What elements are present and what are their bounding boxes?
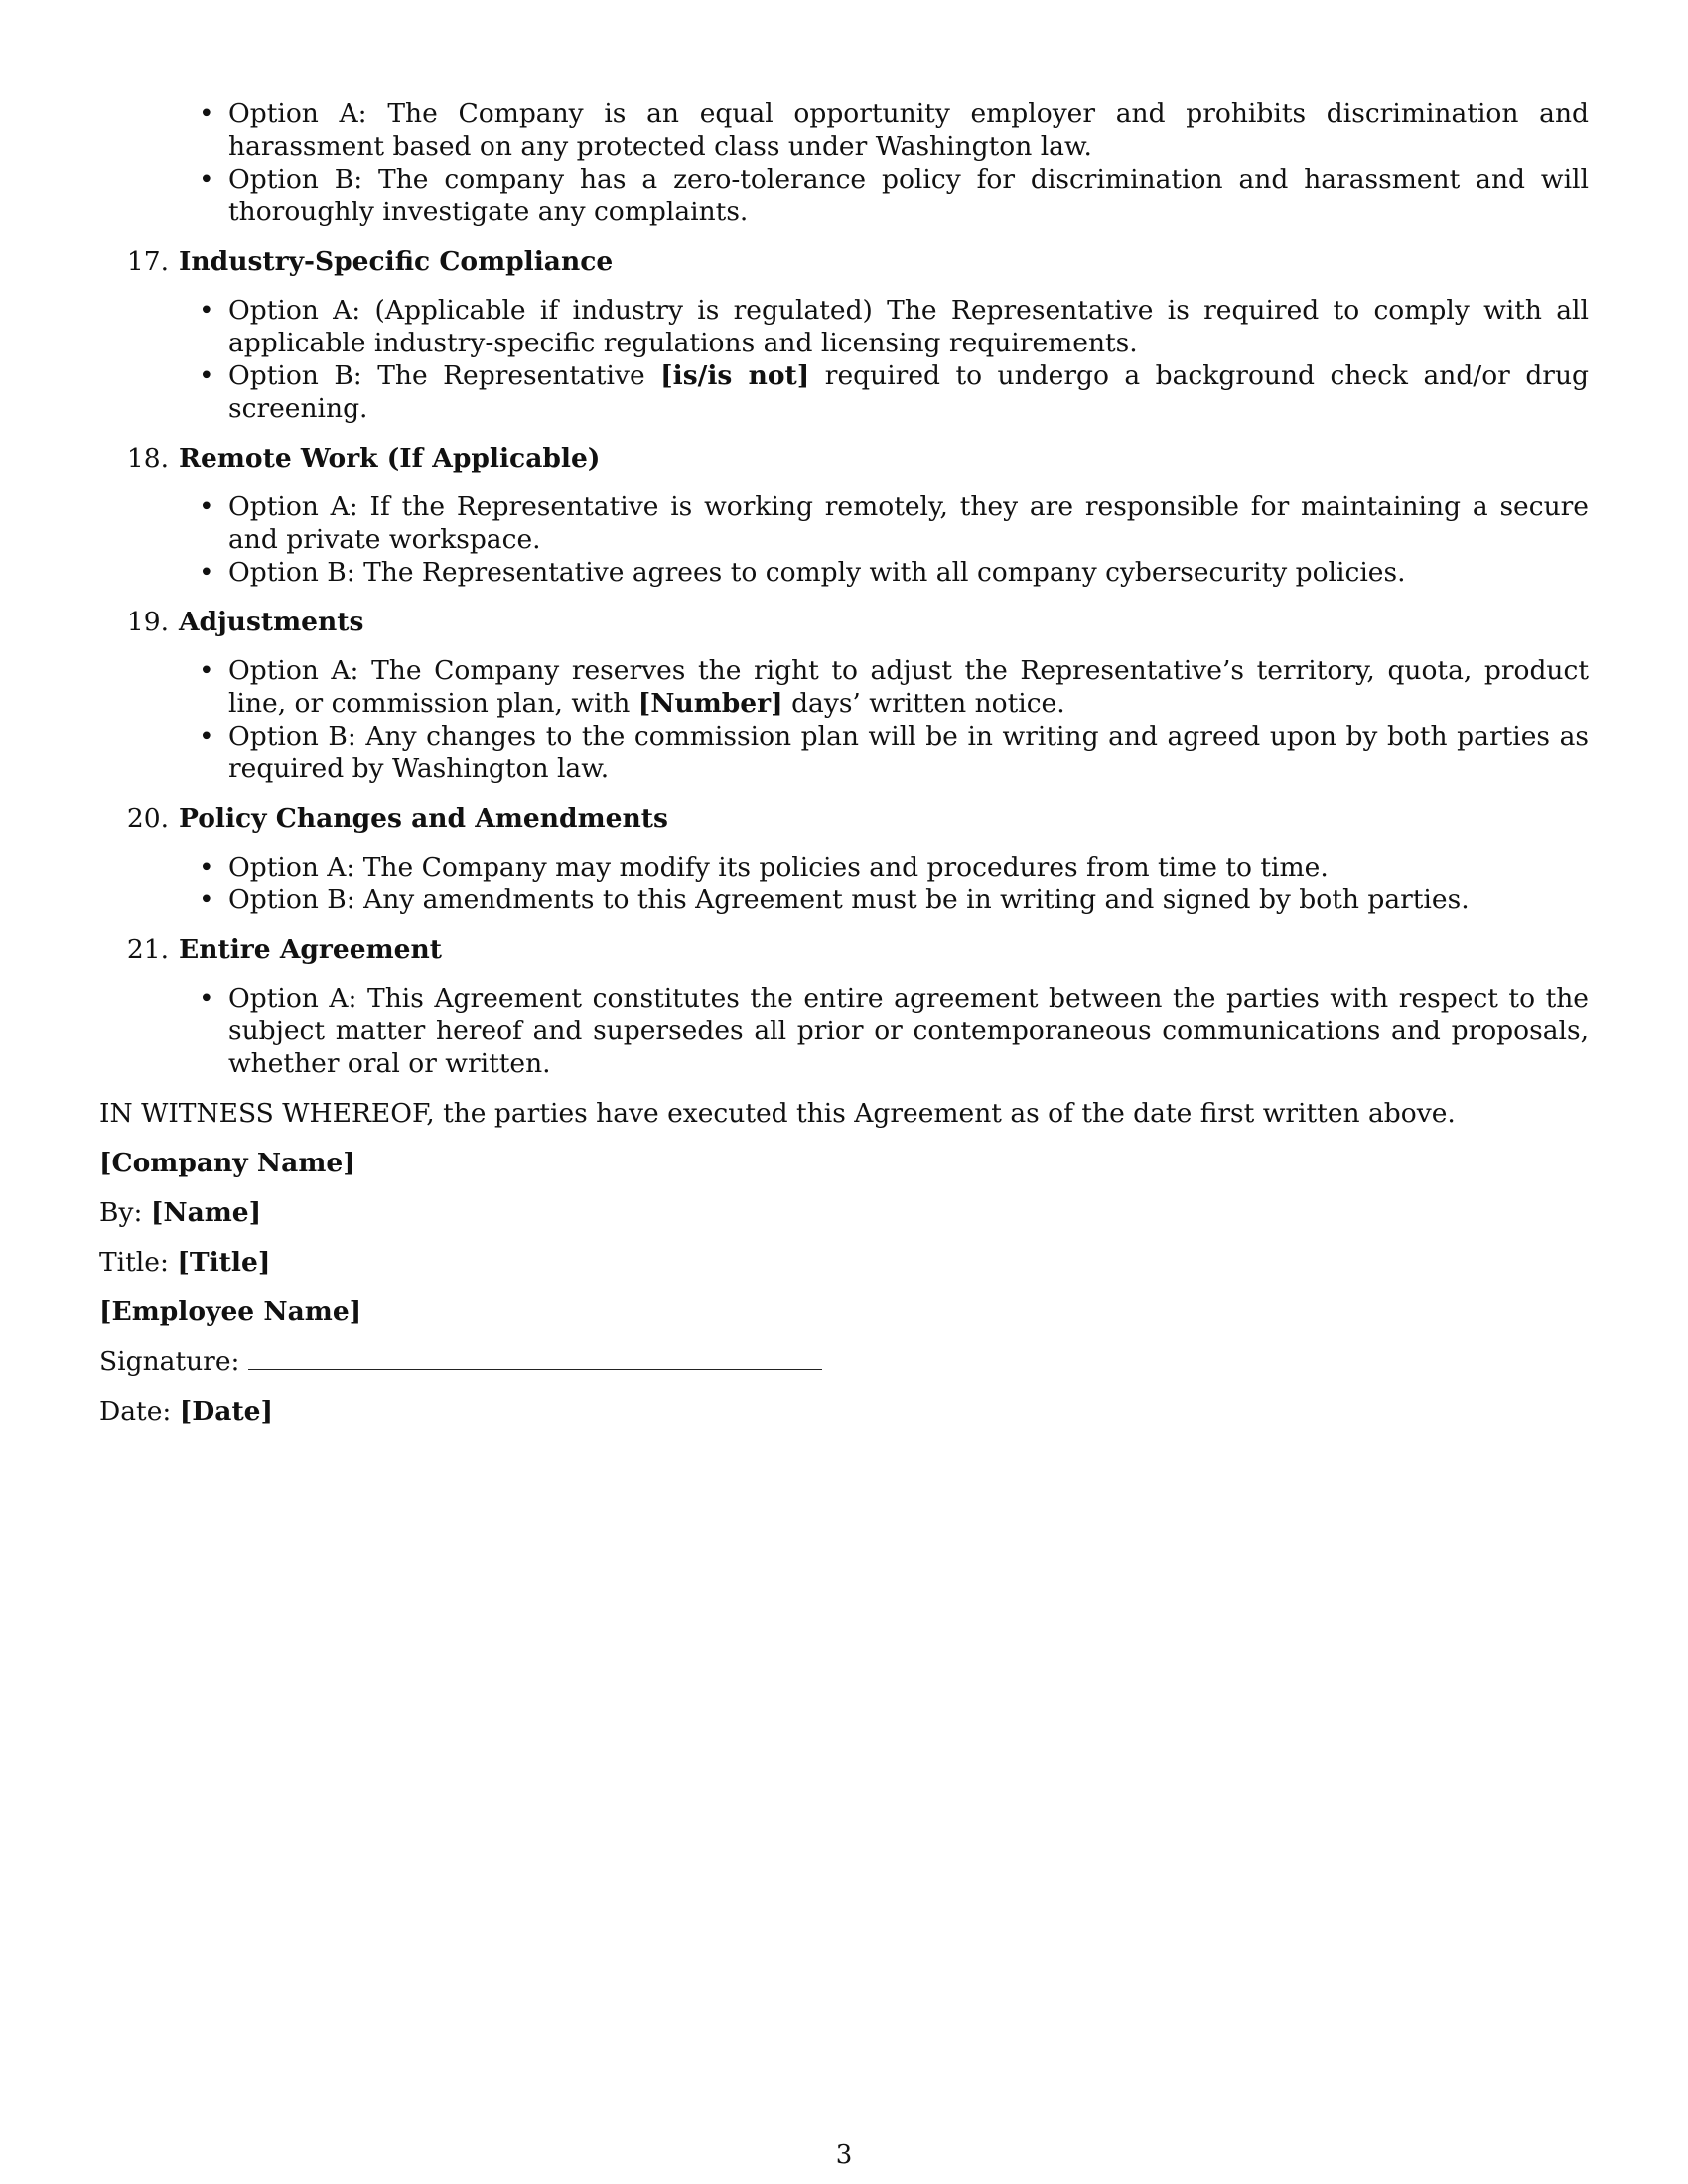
section-heading-21 (99, 933, 1589, 966)
list-item: • Option A: The Company is an equal opportunity employer and prohibits discrimination and harassment based on any protected class under Washington law. (228, 97, 1589, 163)
section-21-options (99, 982, 1589, 1080)
list-item: • Option B: Any amendments to this Agreement must be in writing and signed by both parties. (228, 884, 1589, 916)
section-title: Remote Work (If Applicable) (179, 443, 601, 474)
date-placeholder: [Date] (179, 1396, 274, 1427)
date-label: Date: (99, 1396, 172, 1427)
list-item (228, 359, 1589, 425)
signature-label: Signature: (99, 1346, 240, 1377)
section-number: 18. (126, 443, 169, 474)
section-16-options (99, 97, 1589, 228)
list-item (228, 654, 1589, 720)
option-text: required to undergo a background check and/or drug screening. (228, 360, 1589, 424)
section-number: 17. (126, 246, 169, 277)
section-number: 19. (126, 607, 169, 637)
section-20-options (99, 851, 1589, 916)
section-title: Adjustments (179, 607, 364, 637)
option-text: days’ written notice. (782, 688, 1065, 719)
page-number: 3 (835, 2140, 853, 2170)
signature-blank (248, 1347, 822, 1370)
title-label: Title: (99, 1247, 169, 1278)
section-heading-20 (99, 802, 1589, 835)
section-19-options (99, 654, 1589, 785)
document-page (99, 97, 1589, 1428)
option-text: Option B: The Representative (228, 360, 661, 391)
by-line (99, 1196, 1589, 1229)
section-heading-18 (99, 442, 1589, 475)
company-name-placeholder: [Company Name] (99, 1148, 355, 1178)
list-item: • Option A: The Company may modify its policies and procedures from time to time. (228, 851, 1589, 884)
list-item: • Option B: The company has a zero-tolerance policy for discrimination and harassment and will thoroughly investigate any complaints. (228, 163, 1589, 228)
witness-statement: IN WITNESS WHEREOF, the parties have executed this Agreement as of the date first written above. (99, 1098, 1456, 1129)
section-number: 21. (126, 934, 169, 965)
list-item: • Option B: The Representative agrees to comply with all company cybersecurity policies. (228, 556, 1589, 589)
section-18-options (99, 490, 1589, 589)
section-title: Policy Changes and Amendments (179, 803, 668, 834)
placeholder-number: [Number] (637, 688, 783, 719)
name-placeholder: [Name] (150, 1197, 262, 1228)
employee-name-placeholder: [Employee Name] (99, 1297, 362, 1327)
list-item: • Option A: This Agreement constitutes the entire agreement between the parties with respect to the subject matter hereof and supersedes all prior or contemporaneous communications and proposals, whether oral or written. (228, 982, 1589, 1080)
section-title: Entire Agreement (179, 934, 442, 965)
placeholder-is-is-not: [is/is not] (660, 360, 810, 391)
list-item: • Option B: Any changes to the commission plan will be in writing and agreed upon by both parties as required by Washington law. (228, 720, 1589, 785)
title-line (99, 1246, 1589, 1279)
section-heading-19 (99, 606, 1589, 638)
signature-line (99, 1345, 1589, 1378)
option-text: Option A: The Company reserves the right to adjust the Representative’s territory, quota, product line, or commission plan, with (228, 655, 1589, 719)
date-line (99, 1395, 1589, 1428)
list-item: • Option A: (Applicable if industry is regulated) The Representative is required to comply with all applicable industry-specific regulations and licensing requirements. (228, 294, 1589, 359)
section-number: 20. (126, 803, 169, 834)
section-heading-17 (99, 245, 1589, 278)
title-placeholder: [Title] (177, 1247, 271, 1278)
section-17-options (99, 294, 1589, 425)
list-item: • Option A: If the Representative is working remotely, they are responsible for maintaining a secure and private workspace. (228, 490, 1589, 556)
by-label: By: (99, 1197, 143, 1228)
section-title: Industry-Specific Compliance (179, 246, 614, 277)
